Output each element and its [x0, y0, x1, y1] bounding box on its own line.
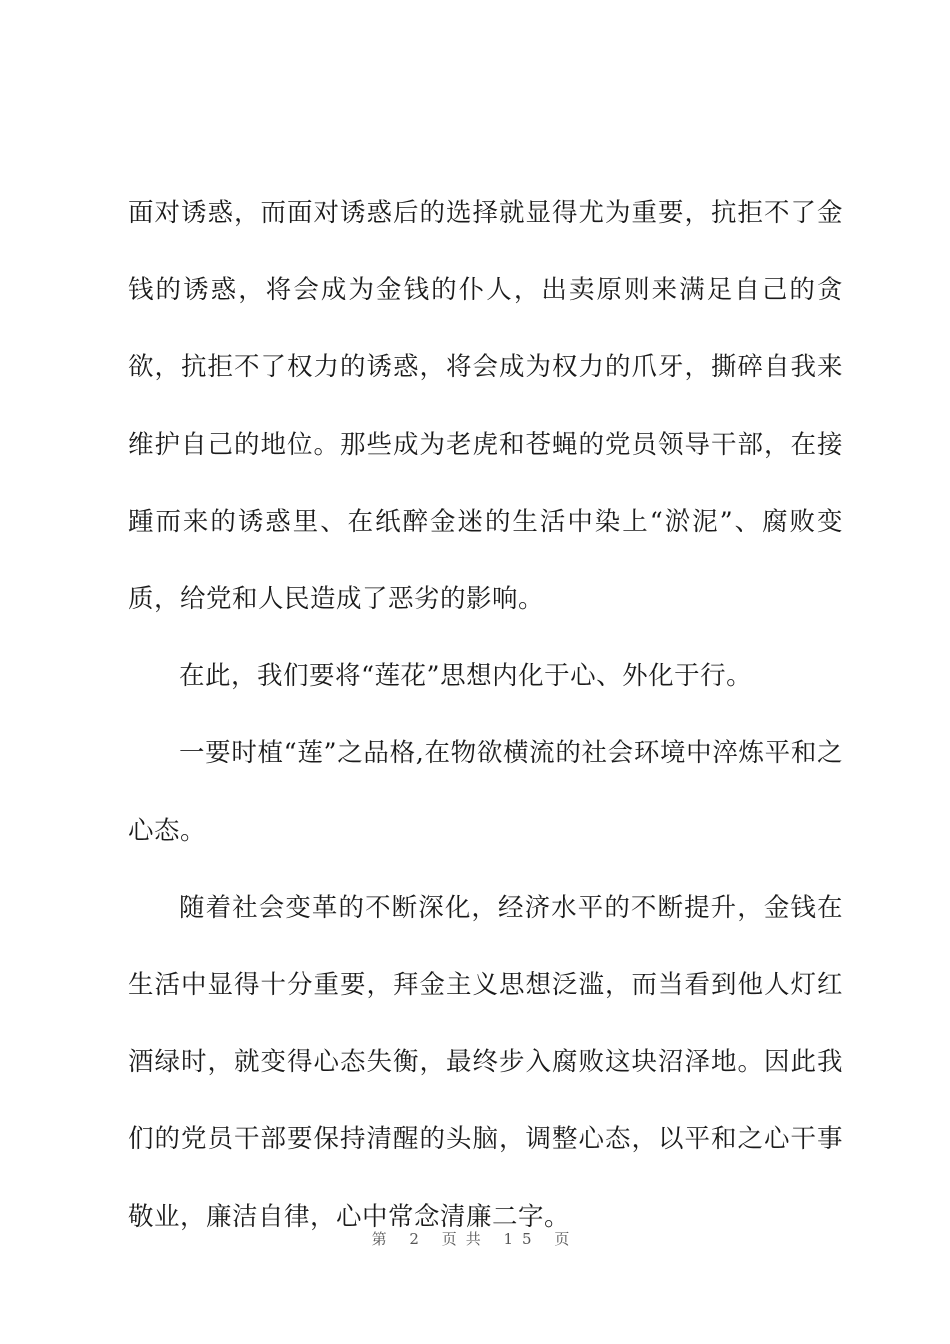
paragraph-social-change: 随着社会变革的不断深化，经济水平的不断提升，金钱在生活中显得十分重要，拜金主义思想泛滥，而当看到他人灯红酒绿时，就变得心态失衡，最终步入腐败这块沼泽地。因此我们的党员干部要保持清醒的头脑，调整心态，以平和之心干事敬业，廉洁自律，心中常念清廉二字。 — [128, 892, 843, 1232]
paragraph-lotus-thought: 在此，我们要将“莲花”思想内化于心、外化于行。 — [179, 661, 753, 692]
paragraph-point-one: 一要时植“莲”之品格,在物欲横流的社会环境中淬炼平和之心态。 — [128, 738, 843, 846]
page-number-footer: 第 2 页共 15 页 — [371, 1230, 579, 1248]
document-body — [128, 175, 843, 1256]
paragraph-continuation: 面对诱惑，而面对诱惑后的选择就显得尤为重要，抗拒不了金钱的诱惑，将会成为金钱的仆人，出卖原则来满足自己的贪欲，抗拒不了权力的诱惑，将会成为权力的爪牙，撕碎自我来维护自己的地位。那些成为老虎和苍蝇的党员领导干部，在接踵而来的诱惑里、在纸醉金迷的生活中染上“淤泥”、腐败变质，给党和人民造成了恶劣的影响。 — [128, 198, 843, 615]
